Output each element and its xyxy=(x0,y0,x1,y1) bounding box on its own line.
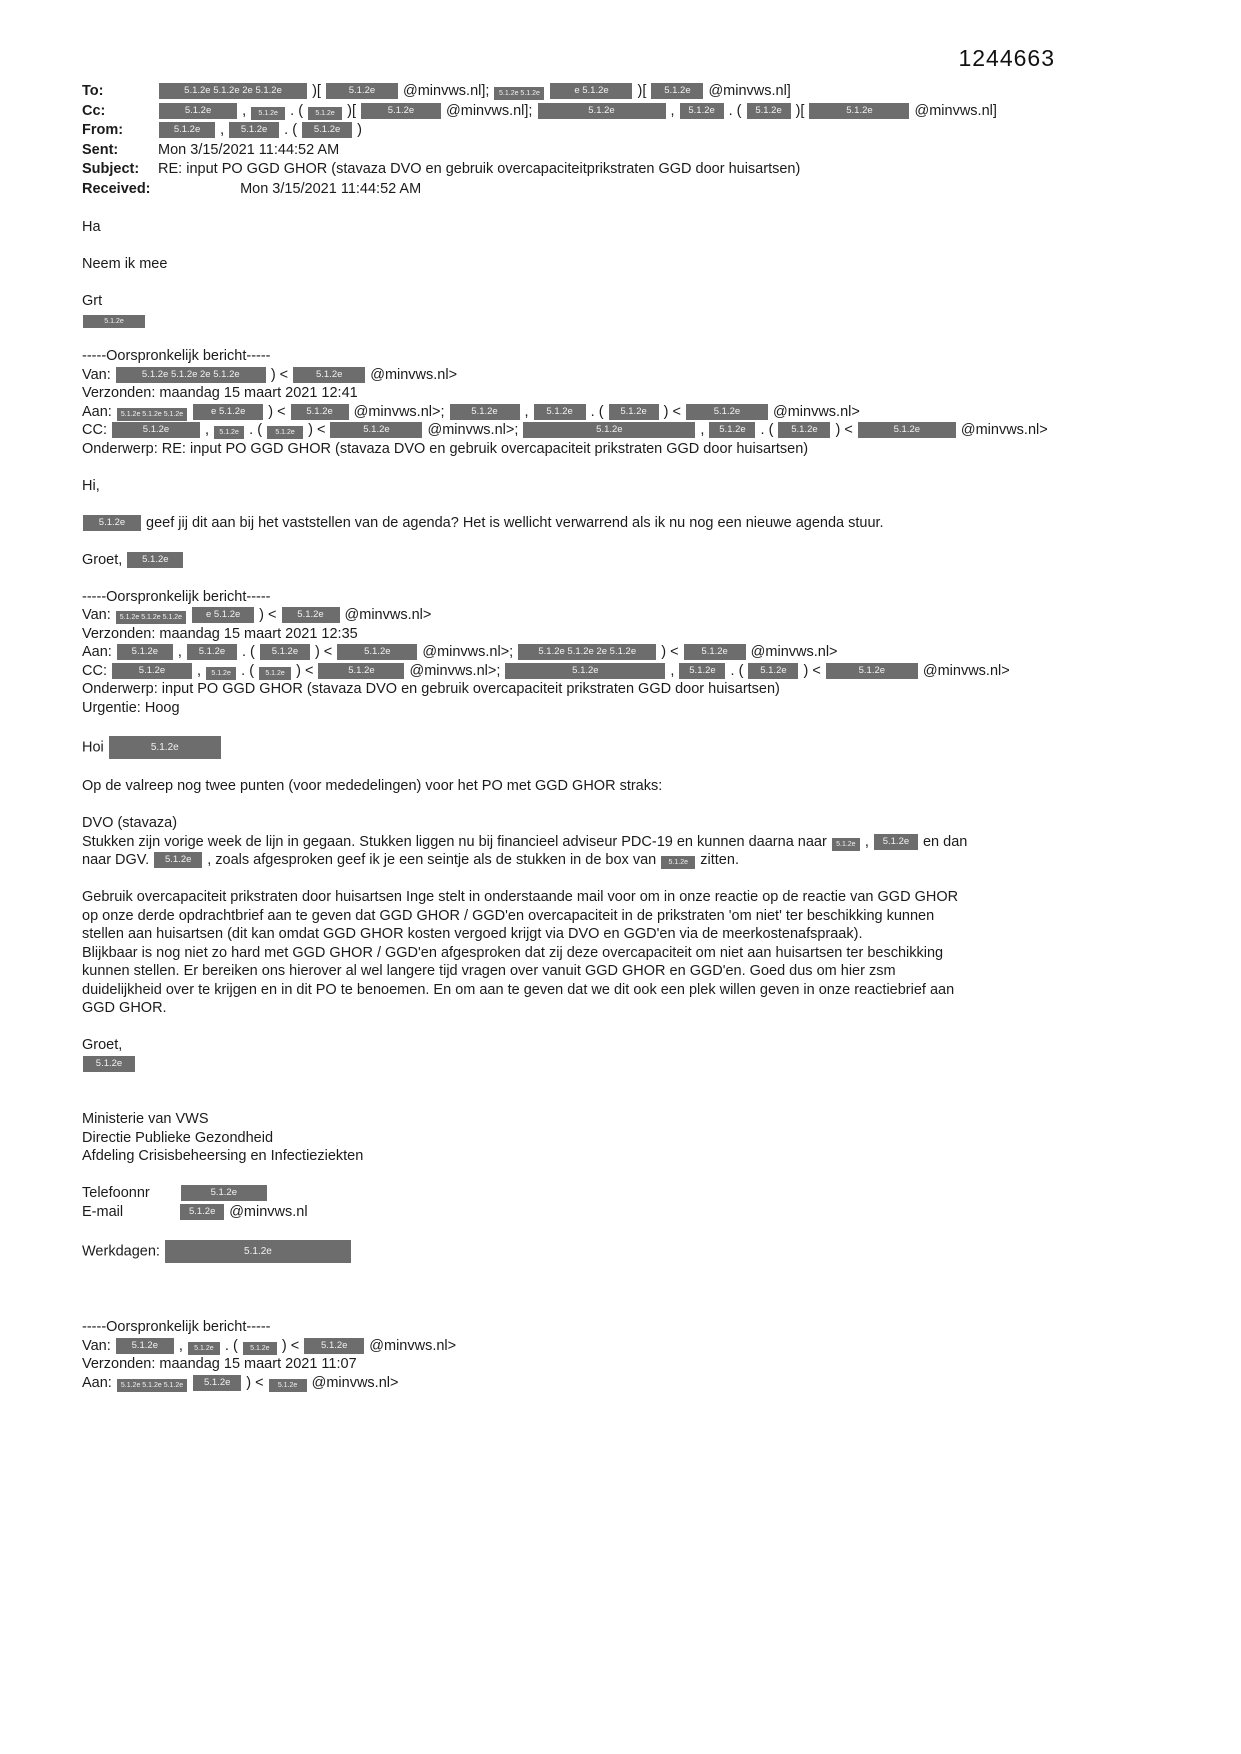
redaction-box: 5.1.2e xyxy=(154,852,202,868)
text-segment: RE: input PO GGD GHOR (stavaza DVO en gebruik overcapaciteitprikstraten GGD door huisartsen) xyxy=(158,161,801,177)
text-line xyxy=(82,569,1091,588)
redaction-box: 5.1.2e xyxy=(858,422,956,438)
redaction-box: 5.1.2e xyxy=(304,1338,364,1354)
text-line xyxy=(82,273,1091,292)
text-segment: zitten. xyxy=(700,852,739,868)
text-segment: ) < xyxy=(314,644,333,660)
text-segment: ) < xyxy=(296,662,314,679)
text-segment: Werkdagen: xyxy=(82,1242,160,1259)
field-label: Cc: xyxy=(82,102,106,119)
text-segment: Aan: xyxy=(82,1374,112,1391)
text-line xyxy=(82,1318,1091,1337)
text-line xyxy=(82,777,1091,796)
text-segment: ) < xyxy=(803,662,821,679)
redaction-box: 5.1.2e xyxy=(538,103,666,119)
text-segment: Directie Publieke Gezondheid xyxy=(82,1129,274,1146)
redaction-box: e 5.1.2e xyxy=(550,83,632,99)
text-line xyxy=(82,680,1091,699)
redaction-box: 5.1.2e xyxy=(229,122,279,138)
redaction-box: 5.1.2e xyxy=(112,663,192,679)
redaction-box: 5.1.2e xyxy=(709,422,755,438)
text-line xyxy=(82,907,1091,926)
text-segment: Afdeling Crisisbeheersing en Infectieziekten xyxy=(82,1148,364,1164)
text-line xyxy=(82,495,1091,514)
text-line xyxy=(82,1300,1091,1319)
text-segment: Groet, xyxy=(82,1037,123,1053)
text-line xyxy=(82,121,1091,141)
text-segment: , xyxy=(197,662,202,679)
redaction-box: 5.1.2e xyxy=(282,607,340,623)
text-line xyxy=(82,403,1091,422)
redaction-box: 5.1.2e xyxy=(109,736,221,759)
text-segment: Blijkbaar is nog niet zo hard met GGD GHOR / GGD'en afgesproken dat zij deze overcapaciteit om niet aan huisartsen ter beschikking xyxy=(82,944,944,961)
text-segment: @minvws.nl> xyxy=(370,366,458,383)
text-line xyxy=(82,814,1091,833)
text-segment: @minvws.nl> xyxy=(960,422,1048,438)
text-line xyxy=(82,833,1091,852)
text-line xyxy=(82,421,1091,440)
redaction-box: 5.1.2e xyxy=(308,107,342,120)
text-segment: . ( xyxy=(730,662,744,679)
text-line xyxy=(82,102,1091,122)
text-segment: , xyxy=(177,644,182,660)
text-segment: )[ xyxy=(795,102,805,119)
redaction-box: 5.1.2e xyxy=(259,667,291,680)
text-line xyxy=(82,440,1091,459)
text-segment: stellen aan huisartsen (dit kan omdat GGD GHOR kosten vergoed krijgt via DVO en GGD'en via de meerkostenafspraak). xyxy=(82,926,863,942)
text-line xyxy=(82,662,1091,681)
text-segment: @minvws.nl] xyxy=(708,83,791,99)
text-line xyxy=(82,944,1091,963)
text-segment: . ( xyxy=(760,422,774,438)
redaction-box: 5.1.2e xyxy=(505,663,665,679)
redaction-box: 5.1.2e xyxy=(330,422,422,438)
redaction-box: 5.1.2e xyxy=(686,404,768,420)
text-segment: , xyxy=(670,102,675,119)
redaction-box: 5.1.2e xyxy=(809,103,909,119)
redaction-box: 5.1.2e xyxy=(83,515,141,531)
text-segment: , zoals afgesproken geef ik je een seintje als de stukken in de box van xyxy=(207,852,657,868)
text-segment: Ministerie van VWS xyxy=(82,1111,209,1127)
redaction-box: 5.1.2e 5.1.2e 2e 5.1.2e xyxy=(518,644,656,660)
text-line xyxy=(82,514,1091,533)
text-line xyxy=(82,588,1091,607)
text-segment: ) xyxy=(357,122,362,138)
text-line xyxy=(82,532,1091,551)
text-segment: naar DGV. xyxy=(82,852,150,868)
redaction-box: 5.1.2e xyxy=(523,422,695,438)
text-line xyxy=(82,851,1091,870)
text-line xyxy=(82,329,1091,348)
text-line xyxy=(82,1036,1091,1055)
text-segment: @minvws.nl> xyxy=(369,1337,457,1354)
text-line xyxy=(82,625,1091,644)
text-segment: -----Oorspronkelijk bericht----- xyxy=(82,588,271,605)
text-segment: duidelijkheid over te krijgen en in dit PO te benoemen. En om aan te geven dat we dit ook een plek willen geven in onze reactiebrief aan xyxy=(82,981,955,998)
redaction-box: 5.1.2e xyxy=(826,663,918,679)
text-line xyxy=(82,1184,1091,1203)
text-line xyxy=(82,1263,1091,1282)
text-line xyxy=(82,796,1091,815)
redaction-box: e 5.1.2e xyxy=(192,607,254,623)
text-line xyxy=(82,1073,1091,1092)
text-segment: . ( xyxy=(284,122,298,138)
redaction-box: 5.1.2e xyxy=(874,834,918,850)
text-segment: ) < xyxy=(661,644,679,660)
document-number: 1244663 xyxy=(958,45,1055,71)
text-segment: @minvws.nl> xyxy=(750,644,838,660)
text-segment: Gebruik overcapaciteit prikstraten door huisartsen Inge stelt in onderstaande mail voor om in onze reactie op de reactie van GGD GHOR xyxy=(82,889,959,905)
text-segment: . ( xyxy=(590,403,604,420)
redaction-box: 5.1.2e xyxy=(747,103,791,119)
text-segment: @minvws.nl> xyxy=(922,662,1010,679)
redaction-box: 5.1.2e xyxy=(112,422,200,438)
redaction-box: 5.1.2e xyxy=(832,838,860,851)
redaction-box: 5.1.2e xyxy=(534,404,586,420)
text-segment: Hi, xyxy=(82,477,100,494)
redaction-box: 5.1.2e xyxy=(267,426,303,439)
redaction-box: 5.1.2e xyxy=(651,83,703,99)
text-segment: CC: xyxy=(82,662,107,679)
text-line xyxy=(82,82,1091,102)
redaction-box: 5.1.2e xyxy=(127,552,183,568)
email-body xyxy=(82,82,1091,1392)
text-segment: @minvws.nl>; xyxy=(422,644,514,660)
text-segment: @minvws.nl]; xyxy=(446,102,533,119)
text-line xyxy=(82,366,1091,385)
redaction-box: 5.1.2e xyxy=(661,856,695,869)
redaction-box: 5.1.2e xyxy=(117,644,173,660)
text-segment: . ( xyxy=(249,422,263,438)
text-segment: , xyxy=(178,1337,183,1354)
text-segment: , xyxy=(524,403,529,420)
redaction-box: 5.1.2e xyxy=(680,103,724,119)
redaction-box: 5.1.2e xyxy=(206,667,236,680)
text-line xyxy=(82,218,1091,237)
text-segment: ) < xyxy=(835,422,853,438)
text-segment: ) < xyxy=(308,422,326,438)
text-segment: @minvws.nl xyxy=(229,1203,308,1220)
text-line xyxy=(82,310,1091,329)
redaction-box: 5.1.2e xyxy=(778,422,830,438)
text-segment: Van: xyxy=(82,366,111,383)
text-segment: ) < xyxy=(663,403,681,420)
redaction-box: 5.1.2e xyxy=(214,426,244,439)
text-line xyxy=(82,1221,1091,1240)
text-segment: @minvws.nl>; xyxy=(427,422,519,438)
text-segment: . ( xyxy=(224,1337,238,1354)
text-line xyxy=(82,292,1091,311)
redaction-box: 5.1.2e xyxy=(361,103,441,119)
text-line xyxy=(82,199,1091,218)
text-segment: @minvws.nl>; xyxy=(353,403,445,420)
redaction-box: 5.1.2e xyxy=(609,404,659,420)
text-line xyxy=(82,717,1091,736)
redaction-box: 5.1.2e xyxy=(260,644,310,660)
text-segment: Van: xyxy=(82,607,111,623)
redaction-box: 5.1.2e 5.1.2e xyxy=(494,87,544,100)
text-line xyxy=(82,870,1091,889)
text-line xyxy=(82,384,1091,403)
text-line xyxy=(82,180,1091,200)
text-segment: ) < xyxy=(270,366,289,383)
text-segment: ) < xyxy=(281,1337,300,1354)
field-label: From: xyxy=(82,122,124,138)
redaction-box: 5.1.2e xyxy=(679,663,725,679)
text-line xyxy=(82,1092,1091,1111)
redaction-box: 5.1.2e xyxy=(302,122,352,138)
text-line xyxy=(82,1147,1091,1166)
redaction-box: 5.1.2e xyxy=(159,103,237,119)
text-segment: Neem ik mee xyxy=(82,255,168,272)
redaction-box: 5.1.2e xyxy=(293,367,365,383)
text-segment: Mon 3/15/2021 11:44:52 AM xyxy=(158,141,340,158)
field-label: To: xyxy=(82,83,104,99)
text-segment: Verzonden: maandag 15 maart 2021 12:41 xyxy=(82,385,358,401)
redaction-box: 5.1.2e xyxy=(318,663,404,679)
text-segment: GGD GHOR. xyxy=(82,1000,167,1016)
text-line xyxy=(82,888,1091,907)
redaction-box: 5.1.2e xyxy=(291,404,349,420)
redaction-box: 5.1.2e 5.1.2e 2e 5.1.2e xyxy=(159,83,307,99)
text-line xyxy=(82,347,1091,366)
text-segment: -----Oorspronkelijk bericht----- xyxy=(82,348,271,364)
redaction-box: 5.1.2e xyxy=(187,644,237,660)
redaction-box: e 5.1.2e xyxy=(193,404,263,420)
redaction-box: 5.1.2e xyxy=(684,644,746,660)
text-segment: Hoi xyxy=(82,738,104,755)
redaction-box: 5.1.2e xyxy=(180,1204,224,1220)
redaction-box: 5.1.2e xyxy=(193,1375,241,1391)
field-label: Subject: xyxy=(82,161,140,177)
text-line xyxy=(82,699,1091,718)
text-line xyxy=(82,160,1091,180)
text-segment: geef jij dit aan bij het vaststellen van de agenda? Het is wellicht verwarrend als ik nu nog een nieuwe agenda stuur. xyxy=(146,514,884,531)
redaction-box: 5.1.2e xyxy=(251,107,285,120)
redaction-box: 5.1.2e 5.1.2e 5.1.2e xyxy=(116,611,186,624)
redaction-box: 5.1.2e xyxy=(748,663,798,679)
text-segment: DVO (stavaza) xyxy=(82,815,178,831)
text-segment: , xyxy=(700,422,705,438)
text-segment: Stukken zijn vorige week de lijn in gegaan. Stukken liggen nu bij financieel adviseur PDC-19 en kunnen daarna naar xyxy=(82,833,827,850)
text-segment: , xyxy=(242,102,247,119)
redaction-box: 5.1.2e xyxy=(181,1185,267,1201)
text-line xyxy=(82,759,1091,778)
text-segment: . ( xyxy=(290,102,304,119)
text-segment: @minvws.nl> xyxy=(344,607,432,623)
text-line xyxy=(82,981,1091,1000)
text-segment: )[ xyxy=(312,83,321,99)
text-line xyxy=(82,1055,1091,1074)
text-segment: ) < xyxy=(259,607,277,623)
text-segment: , xyxy=(205,422,210,438)
text-segment: , xyxy=(864,833,869,850)
text-segment: Van: xyxy=(82,1337,111,1354)
text-segment: . ( xyxy=(242,644,255,660)
redaction-box: 5.1.2e xyxy=(83,315,145,328)
redaction-box: 5.1.2e xyxy=(337,644,417,660)
text-line xyxy=(82,1203,1091,1222)
text-segment: Telefoonnr xyxy=(82,1185,150,1201)
redaction-box: 5.1.2e xyxy=(243,1342,277,1355)
text-line xyxy=(82,236,1091,255)
text-line xyxy=(82,1129,1091,1148)
text-segment: ) < xyxy=(268,403,286,420)
text-segment: Ha xyxy=(82,218,101,235)
text-segment: , xyxy=(670,662,675,679)
text-segment: E-mail xyxy=(82,1203,124,1220)
text-line xyxy=(82,736,1091,759)
text-line xyxy=(82,925,1091,944)
text-segment: Mon 3/15/2021 11:44:52 AM xyxy=(240,180,422,197)
text-line xyxy=(82,551,1091,570)
text-segment: @minvws.nl> xyxy=(772,403,860,420)
text-segment: Verzonden: maandag 15 maart 2021 11:07 xyxy=(82,1356,357,1372)
text-segment: Aan: xyxy=(82,644,112,660)
text-segment: Op de valreep nog twee punten (voor mededelingen) voor het PO met GGD GHOR straks: xyxy=(82,778,663,794)
text-line xyxy=(82,1018,1091,1037)
text-line xyxy=(82,1337,1091,1356)
text-segment: @minvws.nl]; xyxy=(402,83,490,99)
text-segment: ) < xyxy=(246,1374,264,1391)
field-label: Sent: xyxy=(82,141,119,158)
text-segment: Grt xyxy=(82,292,103,309)
text-line xyxy=(82,141,1091,161)
text-segment: @minvws.nl> xyxy=(311,1374,399,1391)
text-line xyxy=(82,1355,1091,1374)
field-label: Received: xyxy=(82,180,151,197)
text-segment: . ( xyxy=(728,102,742,119)
text-segment: Verzonden: maandag 15 maart 2021 12:35 xyxy=(82,625,358,642)
text-line xyxy=(82,1240,1091,1263)
text-segment: . ( xyxy=(241,662,255,679)
text-segment: Aan: xyxy=(82,403,112,420)
text-line xyxy=(82,458,1091,477)
redaction-box: 5.1.2e xyxy=(165,1240,351,1263)
text-segment: )[ xyxy=(347,102,356,119)
text-segment: Onderwerp: input PO GGD GHOR (stavaza DVO en gebruik overcapaciteit prikstraten GGD door huisartsen) xyxy=(82,681,780,697)
redaction-box: 5.1.2e xyxy=(188,1342,220,1355)
text-segment: -----Oorspronkelijk bericht----- xyxy=(82,1319,271,1335)
redaction-box: 5.1.2e 5.1.2e 5.1.2e xyxy=(117,1379,187,1392)
text-segment: @minvws.nl>; xyxy=(409,662,501,679)
text-segment: kunnen stellen. Er bereiken ons hierover al wel langere tijd vragen over vanuit GGD GHOR en GGD'en. Goed dus om hier zsm xyxy=(82,963,896,979)
redaction-box: 5.1.2e xyxy=(450,404,520,420)
text-line xyxy=(82,1281,1091,1300)
text-line xyxy=(82,477,1091,496)
text-segment: Groet, xyxy=(82,551,123,568)
text-line xyxy=(82,962,1091,981)
text-segment: CC: xyxy=(82,422,107,438)
text-segment: op onze derde opdrachtbrief aan te geven dat GGD GHOR / GGD'en overcapaciteit in de prikstraten 'om niet' ter beschikking kunnen xyxy=(82,907,935,924)
redaction-box: 5.1.2e xyxy=(159,122,215,138)
text-line xyxy=(82,643,1091,662)
redaction-box: 5.1.2e 5.1.2e 2e 5.1.2e xyxy=(116,367,266,383)
text-segment: @minvws.nl] xyxy=(914,102,997,119)
text-line xyxy=(82,999,1091,1018)
text-line xyxy=(82,1166,1091,1185)
redaction-box: 5.1.2e xyxy=(83,1056,135,1072)
redaction-box: 5.1.2e xyxy=(116,1338,174,1354)
text-segment: , xyxy=(220,122,225,138)
text-line xyxy=(82,255,1091,274)
redaction-box: 5.1.2e xyxy=(326,83,398,99)
text-line xyxy=(82,606,1091,625)
text-segment: Urgentie: Hoog xyxy=(82,699,180,716)
text-line xyxy=(82,1374,1091,1393)
text-segment: Onderwerp: RE: input PO GGD GHOR (stavaza DVO en gebruik overcapaciteit prikstraten GGD door huisartsen) xyxy=(82,440,809,457)
text-segment: )[ xyxy=(637,83,647,99)
text-line xyxy=(82,1110,1091,1129)
text-segment: en dan xyxy=(922,833,968,850)
redaction-box: 5.1.2e 5.1.2e 5.1.2e xyxy=(117,408,187,421)
redaction-box: 5.1.2e xyxy=(269,1379,307,1392)
